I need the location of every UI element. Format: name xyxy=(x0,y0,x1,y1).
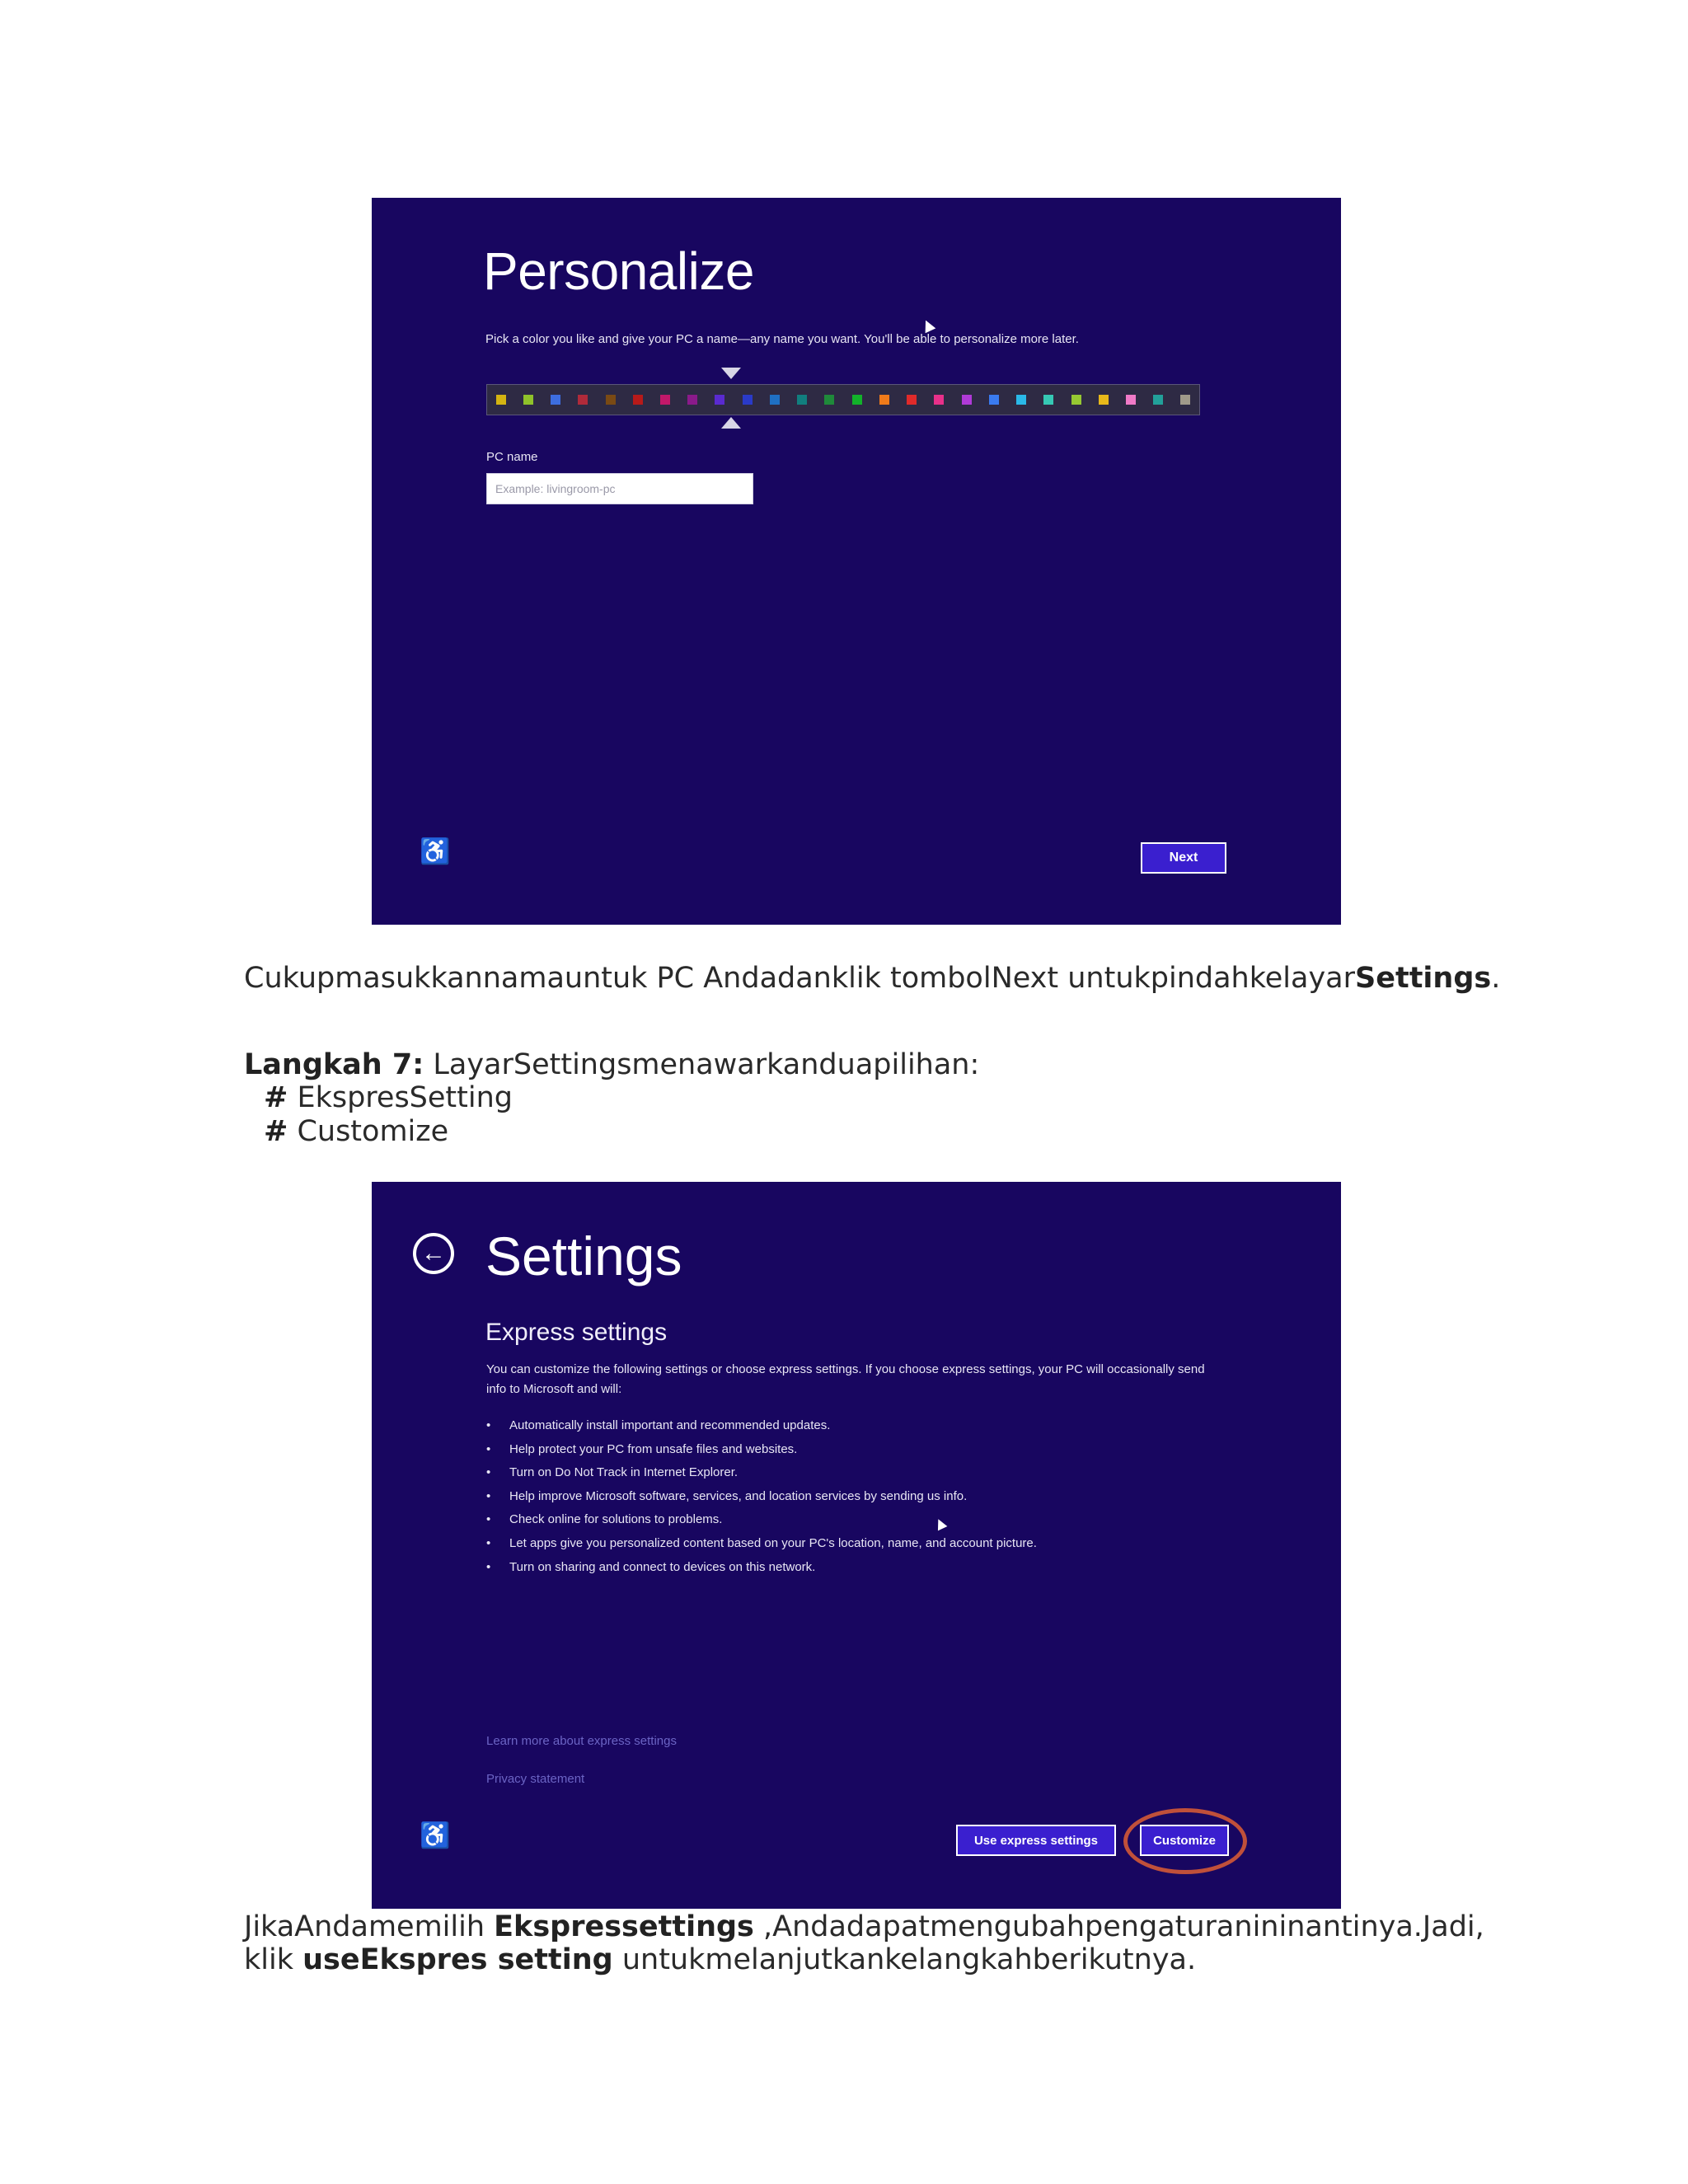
color-swatch-dot xyxy=(1180,395,1190,405)
step-heading xyxy=(244,1048,979,1081)
color-swatch[interactable] xyxy=(734,385,761,415)
color-swatch[interactable] xyxy=(870,385,898,415)
highlight-circle xyxy=(1123,1808,1247,1874)
express-settings-bold: Ekspressettings xyxy=(494,1910,754,1943)
color-swatch-dot xyxy=(660,395,670,405)
bullet-dot-icon: • xyxy=(486,1559,491,1574)
color-swatch[interactable] xyxy=(1145,385,1172,415)
color-swatch-dot xyxy=(633,395,643,405)
step-label: Langkah 7: xyxy=(244,1048,424,1081)
color-swatch[interactable] xyxy=(679,385,706,415)
bullet-dot-icon: • xyxy=(486,1441,491,1456)
express-settings-description: You can customize the following settings or choose express settings. If you choose express settings, your PC will occasionally send info to Microsoft and will: xyxy=(486,1362,1205,1396)
color-swatch-dot xyxy=(907,395,917,405)
color-swatch[interactable] xyxy=(789,385,816,415)
list-item: • Help improve Microsoft software, services, and location services by sending us info. xyxy=(486,1485,1037,1509)
step-option-item xyxy=(264,1115,448,1148)
color-picker[interactable] xyxy=(486,384,1200,415)
hash-bullet: # xyxy=(264,1115,288,1148)
color-swatch[interactable] xyxy=(980,385,1007,415)
color-swatch[interactable] xyxy=(1062,385,1090,415)
privacy-statement-link[interactable]: Privacy statement xyxy=(486,1772,585,1786)
bullet-dot-icon: • xyxy=(486,1512,491,1527)
color-swatch[interactable] xyxy=(761,385,788,415)
color-swatch-dot xyxy=(824,395,834,405)
selected-color-bottom-marker-icon xyxy=(721,417,741,429)
color-swatch-dot xyxy=(852,395,862,405)
color-swatch-dot xyxy=(606,395,616,405)
list-item: • Let apps give you personalized content based on your PC's location, name, and account picture. xyxy=(486,1532,1037,1556)
instruction-paragraph xyxy=(244,962,1500,995)
color-swatch-dot xyxy=(962,395,972,405)
selected-color-top-marker-icon xyxy=(721,368,741,379)
list-item: • Turn on sharing and connect to devices on this network. xyxy=(486,1556,1037,1580)
color-swatch-dot xyxy=(989,395,999,405)
color-swatch[interactable] xyxy=(953,385,980,415)
instruction-text: Cukupmasukkannamauntuk PC Andadanklik tombolNext untukpindahkelayar xyxy=(244,962,1356,995)
color-swatch[interactable] xyxy=(1007,385,1034,415)
color-swatch[interactable] xyxy=(487,385,514,415)
list-item: • Turn on Do Not Track in Internet Explorer. xyxy=(486,1461,1037,1485)
color-swatch-dot xyxy=(551,395,560,405)
express-settings-subtitle: Express settings xyxy=(485,1319,668,1346)
color-swatch[interactable] xyxy=(1117,385,1144,415)
bullet-dot-icon: • xyxy=(486,1465,491,1480)
list-item: • Help protect your PC from unsafe files and websites. xyxy=(486,1438,1037,1462)
color-swatch-dot xyxy=(1016,395,1026,405)
pc-name-input[interactable] xyxy=(486,473,753,504)
next-button[interactable]: Next xyxy=(1141,842,1226,874)
color-swatch[interactable] xyxy=(597,385,624,415)
color-swatch[interactable] xyxy=(1035,385,1062,415)
color-swatch-dot xyxy=(1126,395,1136,405)
color-swatch[interactable] xyxy=(514,385,542,415)
closing-paragraph-line-2: klik useEkspres setting untukmelanjutkankelangkahberikutnya. xyxy=(244,1943,1197,1976)
color-swatch[interactable] xyxy=(816,385,843,415)
color-swatch-dot xyxy=(496,395,506,405)
color-swatch[interactable] xyxy=(624,385,651,415)
list-item: • Check online for solutions to problems. xyxy=(486,1508,1037,1532)
use-express-settings-button[interactable]: Use express settings xyxy=(956,1825,1116,1856)
customize-button[interactable]: Customize xyxy=(1140,1825,1229,1856)
color-swatch-dot xyxy=(1099,395,1109,405)
color-swatch-dot xyxy=(578,395,588,405)
instruction-period: . xyxy=(1491,962,1501,995)
color-swatch[interactable] xyxy=(542,385,569,415)
personalize-title: Personalize xyxy=(483,241,754,301)
ease-of-access-icon[interactable]: ♿ xyxy=(420,838,451,865)
ease-of-access-icon[interactable]: ♿ xyxy=(420,1822,451,1849)
learn-more-link[interactable]: Learn more about express settings xyxy=(486,1734,677,1748)
color-swatch-dot xyxy=(934,395,944,405)
color-swatch-dot xyxy=(715,395,724,405)
color-swatch[interactable] xyxy=(1172,385,1199,415)
express-settings-list xyxy=(486,1414,1037,1579)
use-express-setting-bold: useEkspres setting xyxy=(302,1943,613,1976)
color-swatch[interactable] xyxy=(706,385,734,415)
color-swatch-dot xyxy=(1043,395,1053,405)
color-swatch-dot xyxy=(1071,395,1081,405)
color-swatch-dot xyxy=(743,395,753,405)
color-swatch-dot xyxy=(770,395,780,405)
color-swatch[interactable] xyxy=(843,385,870,415)
step-text: LayarSettingsmenawarkanduapilihan: xyxy=(424,1048,980,1081)
color-swatch[interactable] xyxy=(570,385,597,415)
color-swatch-dot xyxy=(1153,395,1163,405)
option-text: EkspresSetting xyxy=(288,1081,513,1114)
settings-title: Settings xyxy=(485,1226,682,1286)
color-swatch[interactable] xyxy=(651,385,678,415)
color-swatch[interactable] xyxy=(898,385,926,415)
personalize-screenshot xyxy=(372,198,1341,925)
bullet-dot-icon: • xyxy=(486,1535,491,1550)
bullet-dot-icon: • xyxy=(486,1488,491,1503)
color-swatch-dot xyxy=(523,395,533,405)
personalize-description: Pick a color you like and give your PC a name—any name you want. You'll be able to personalize more later. xyxy=(485,332,1079,346)
bullet-dot-icon: • xyxy=(486,1418,491,1432)
color-swatch-dot xyxy=(879,395,889,405)
list-item: • Automatically install important and recommended updates. xyxy=(486,1414,1037,1438)
back-arrow-icon[interactable]: ← xyxy=(413,1233,454,1274)
settings-screenshot xyxy=(372,1182,1341,1909)
color-swatch[interactable] xyxy=(926,385,953,415)
instruction-settings-bold: Settings xyxy=(1355,962,1492,995)
color-swatch-dot xyxy=(687,395,697,405)
option-text: Customize xyxy=(288,1115,449,1148)
closing-paragraph-line-1: JikaAndamemilih Ekspressettings ,Andadapatmengubahpengaturanininantinya.Jadi, xyxy=(244,1910,1484,1943)
color-swatch[interactable] xyxy=(1090,385,1117,415)
step-option-item xyxy=(264,1081,513,1114)
color-swatch-dot xyxy=(797,395,807,405)
pc-name-label: PC name xyxy=(486,450,538,464)
mouse-cursor-icon xyxy=(921,318,936,334)
hash-bullet: # xyxy=(264,1081,288,1114)
